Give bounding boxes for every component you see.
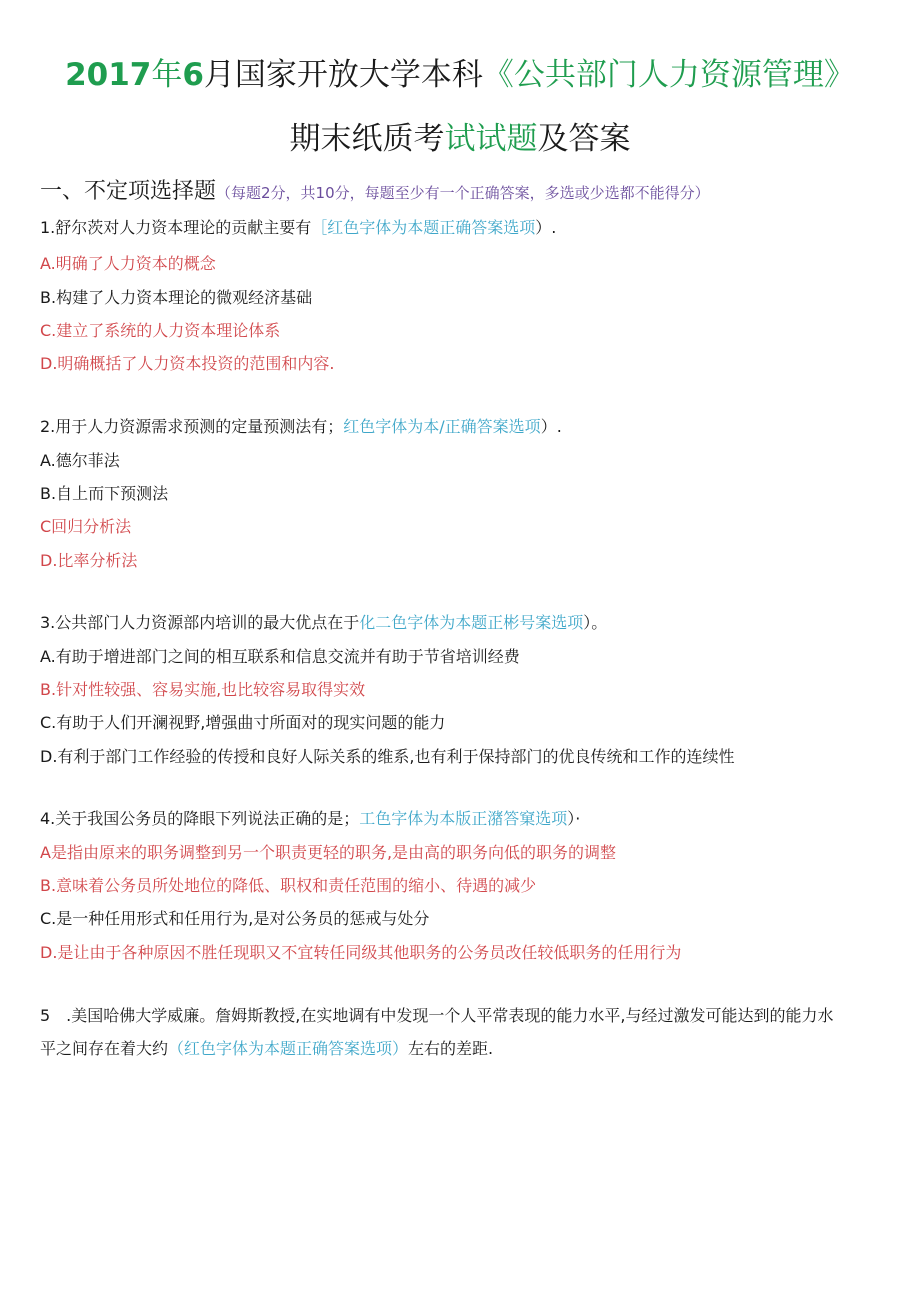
question-tail: ）· — [567, 809, 581, 828]
answer-hint: 化二色字体为本题正彬号案选项 — [359, 613, 584, 632]
question-3 — [40, 612, 607, 634]
question-4 — [40, 808, 580, 830]
title-exam-type: 期末纸质考 — [289, 121, 445, 157]
title-line-1 — [0, 50, 920, 100]
title-year: 2017 — [65, 57, 152, 93]
option-3b: B.针对性较强、容易实施,也比较容易取得实效 — [40, 680, 366, 699]
option-2c: C回归分析法 — [40, 517, 132, 536]
section-title: 一、不定项选择题 — [40, 179, 217, 204]
answer-hint: 红色字体为本/正确答案选项 — [343, 417, 541, 436]
option-1a: A.明确了人力资本的概念 — [40, 254, 216, 273]
question-stem: 2.用于人力资源需求预测的定量预测法有； — [40, 417, 344, 436]
option-1d: D.明确概括了人力资本投资的范围和内容. — [40, 354, 335, 373]
option-4d: D.是让由于各种原因不胜任现职又不宜转任同级其他职务的公务员改任较低职务的任用行为 — [40, 943, 682, 962]
question-2 — [40, 416, 562, 438]
option-3a: A.有助于增进部门之间的相互联系和信息交流并有助于节省培训经费 — [40, 647, 520, 666]
title-questions: 试试题 — [444, 121, 538, 157]
option-1b: B.构建了人力资本理论的微观经济基础 — [40, 288, 313, 307]
option-4a: A是指由原来的职务调整到另一个职责更轻的职务,是由高的职务向低的职务的调整 — [40, 843, 617, 862]
option-3d: D.有利于部门工作经验的传授和良好人际关系的维系,也有利于保持部门的优良传统和工作的连续性 — [40, 747, 735, 766]
question-tail: ）. — [535, 218, 557, 237]
option-4c: C.是一种任用形式和任用行为,是对公务员的惩戒与处分 — [40, 909, 430, 928]
option-1c: C.建立了系统的人力资本理论体系 — [40, 321, 281, 340]
answer-hint: （红色字体为本题正确答案选项） — [168, 1039, 409, 1058]
question-tail: ）。 — [583, 613, 608, 632]
question-1 — [40, 217, 556, 239]
title-year-suffix: 年 — [151, 57, 183, 93]
title-course: 《公共部门人力资源管理》 — [482, 57, 855, 93]
option-4b: B.意味着公务员所处地位的降低、职权和责任范围的缩小、待遇的减少 — [40, 876, 537, 895]
answer-hint: 工色字体为本版正潴答窠选项 — [359, 809, 568, 828]
question-stem: 1.舒尔茨对人力资本理论的贡献主要有 — [40, 218, 312, 237]
question-stem: 3.公共部门人力资源部内培训的最大优点在于 — [40, 613, 360, 632]
option-2b: B.自上而下预测法 — [40, 484, 169, 503]
section-note: （每题2分，共10分，每题至少有一个正确答案，多选或少选都不能得分） — [216, 184, 710, 202]
question-tail: ）. — [540, 417, 562, 436]
question-tail: 左右的差距. — [408, 1039, 494, 1058]
option-2d: D.比率分析法 — [40, 551, 138, 570]
question-stem: 平之间存在着大约 — [40, 1039, 169, 1058]
title-and: 及答案 — [537, 121, 631, 157]
question-stem: 4.关于我国公务员的降眼下列说法正确的是； — [40, 809, 360, 828]
title-month: 6 — [182, 57, 204, 93]
title-line-2 — [0, 114, 920, 164]
question-5-line-2 — [40, 1038, 493, 1060]
answer-hint: ［红色字体为本题正确答案选项 — [311, 218, 536, 237]
option-2a: A.德尔菲法 — [40, 451, 120, 470]
section-heading — [40, 174, 710, 205]
option-3c: C.有助于人们开澜视野,增强曲寸所面对的现实问题的能力 — [40, 713, 446, 732]
title-university: 月国家开放大学本科 — [203, 57, 483, 93]
question-5-line-1: 5 .美国哈佛大学威廉。詹姆斯教授,在实地调有中发现一个人平常表现的能力水平,与经过激发可能达到的能力水 — [40, 1006, 834, 1025]
